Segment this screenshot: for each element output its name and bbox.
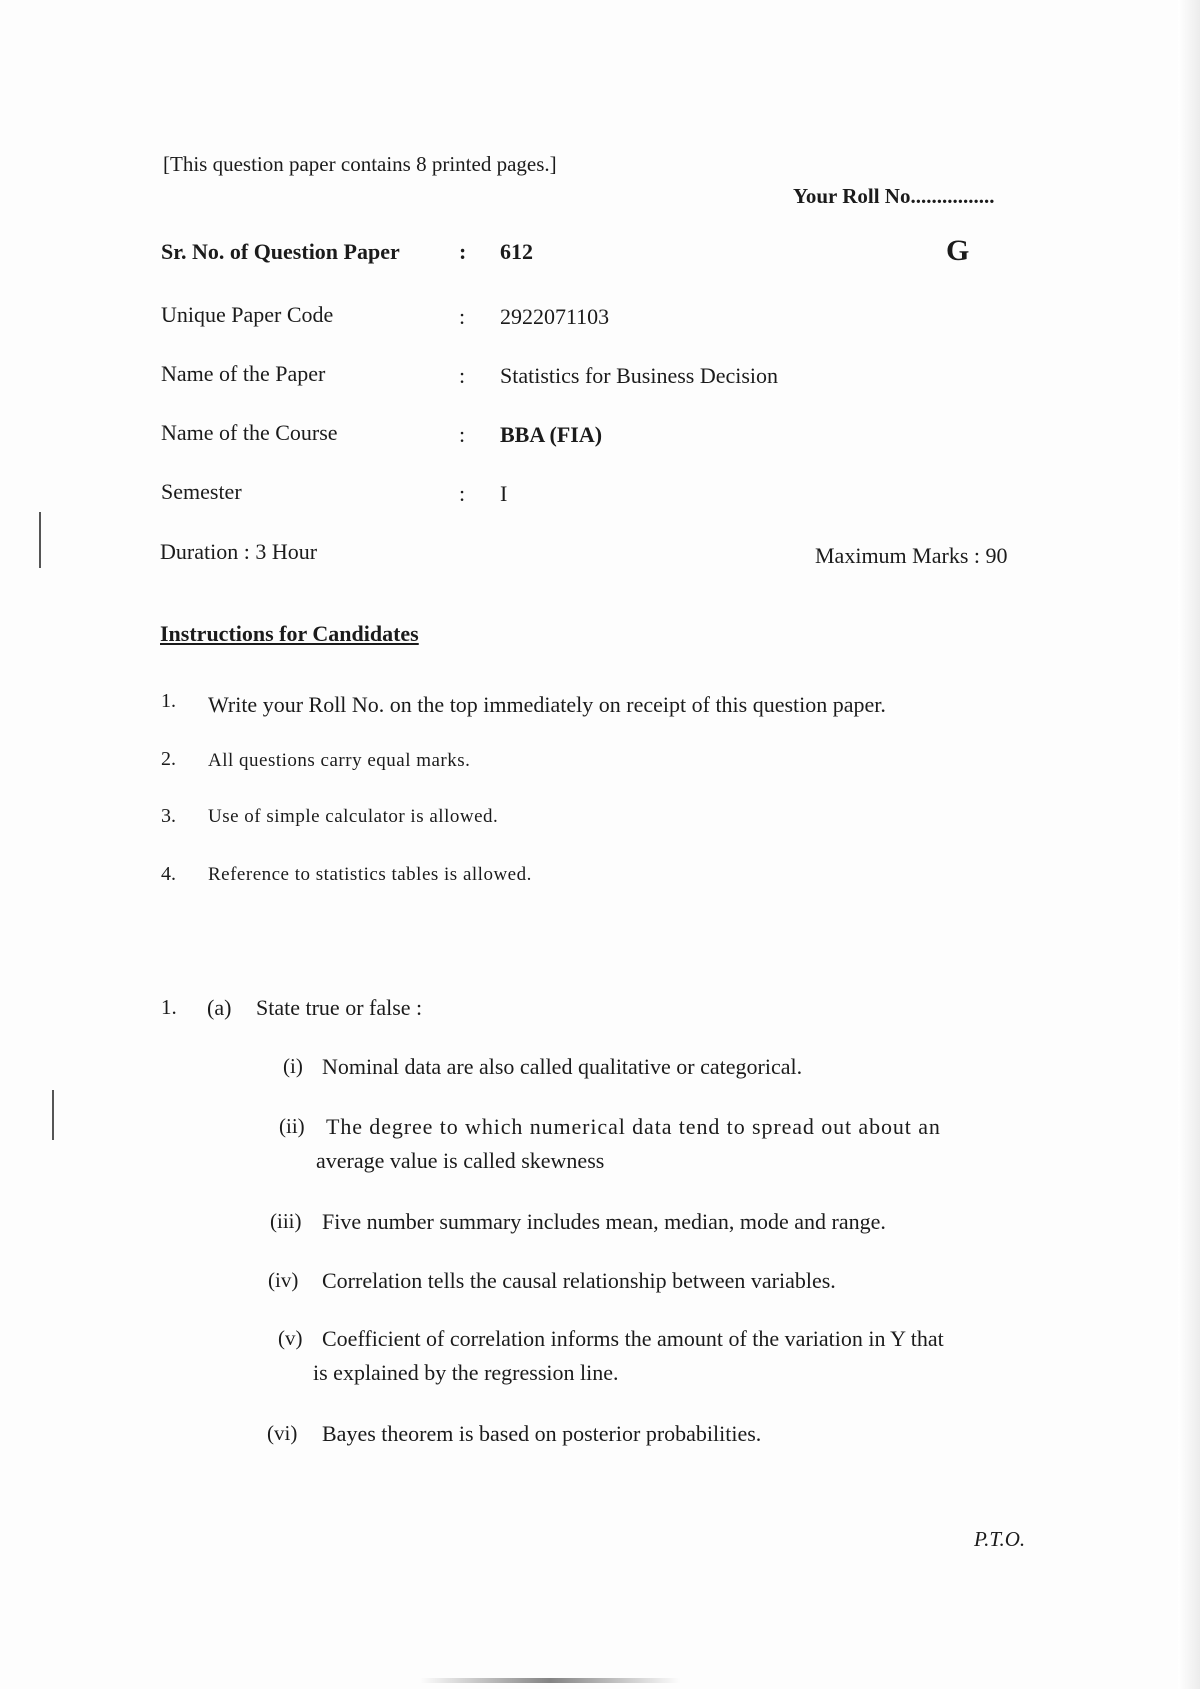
- paper-set-letter: G: [946, 234, 970, 267]
- subpart-number: (v): [278, 1326, 303, 1350]
- question-text: State true or false :: [256, 995, 423, 1020]
- please-turn-over: P.T.O.: [974, 1527, 1026, 1551]
- subpart-number: (iii): [270, 1209, 302, 1233]
- paper-name-label: Name of the Paper: [161, 361, 326, 386]
- paper-name-colon: :: [459, 363, 466, 388]
- paper-code-colon: :: [459, 304, 466, 329]
- course-name-value: BBA (FIA): [500, 422, 603, 447]
- instruction-text: Write your Roll No. on the top immediately on receipt of this question paper.: [208, 692, 886, 717]
- printed-pages-note: [This question paper contains 8 printed pages.]: [163, 152, 557, 176]
- instruction-text: All questions carry equal marks.: [208, 750, 471, 771]
- question-part-label: (a): [207, 995, 232, 1020]
- semester-value: I: [500, 481, 508, 506]
- course-name-label: Name of the Course: [161, 420, 338, 445]
- question-number: 1.: [161, 995, 177, 1019]
- roll-number-field: Your Roll No................: [793, 184, 995, 208]
- subpart-text-continued: is explained by the regression line.: [313, 1360, 619, 1385]
- subpart-text: Correlation tells the causal relationship between variables.: [322, 1268, 836, 1293]
- sr-no-value: 612: [500, 239, 533, 264]
- margin-punch-mark: [39, 512, 41, 568]
- sr-no-colon: :: [459, 239, 467, 264]
- subpart-text: Bayes theorem is based on posterior probabilities.: [322, 1421, 762, 1446]
- course-name-colon: :: [459, 422, 466, 447]
- scan-edge-shadow: [1178, 0, 1200, 1689]
- margin-punch-mark: [52, 1090, 54, 1140]
- subpart-number: (ii): [279, 1114, 305, 1138]
- instruction-text: Use of simple calculator is allowed.: [208, 806, 499, 827]
- subpart-number: (iv): [268, 1268, 299, 1292]
- subpart-text-continued: average value is called skewness: [316, 1148, 605, 1173]
- maximum-marks: Maximum Marks : 90: [815, 543, 1008, 568]
- instruction-text: Reference to statistics tables is allowed.: [208, 864, 532, 885]
- instruction-number: 4.: [161, 863, 176, 885]
- scan-smudge: [420, 1678, 680, 1683]
- duration: Duration : 3 Hour: [160, 539, 318, 564]
- subpart-text: The degree to which numerical data tend to spread out about an: [326, 1114, 941, 1139]
- paper-code-value: 2922071103: [500, 304, 610, 329]
- instruction-number: 1.: [161, 690, 176, 712]
- semester-colon: :: [459, 481, 466, 506]
- subpart-number: (i): [283, 1054, 303, 1078]
- paper-name-value: Statistics for Business Decision: [500, 363, 779, 388]
- sr-no-label: Sr. No. of Question Paper: [161, 239, 400, 264]
- subpart-number: (vi): [267, 1421, 298, 1445]
- instructions-heading: Instructions for Candidates: [160, 621, 419, 646]
- subpart-text: Coefficient of correlation informs the amount of the variation in Y that: [322, 1326, 944, 1351]
- subpart-text: Nominal data are also called qualitative or categorical.: [322, 1054, 803, 1079]
- paper-code-label: Unique Paper Code: [161, 302, 334, 327]
- subpart-text: Five number summary includes mean, median, mode and range.: [322, 1209, 886, 1234]
- instruction-number: 2.: [161, 748, 176, 770]
- instruction-number: 3.: [161, 805, 176, 827]
- semester-label: Semester: [161, 479, 242, 504]
